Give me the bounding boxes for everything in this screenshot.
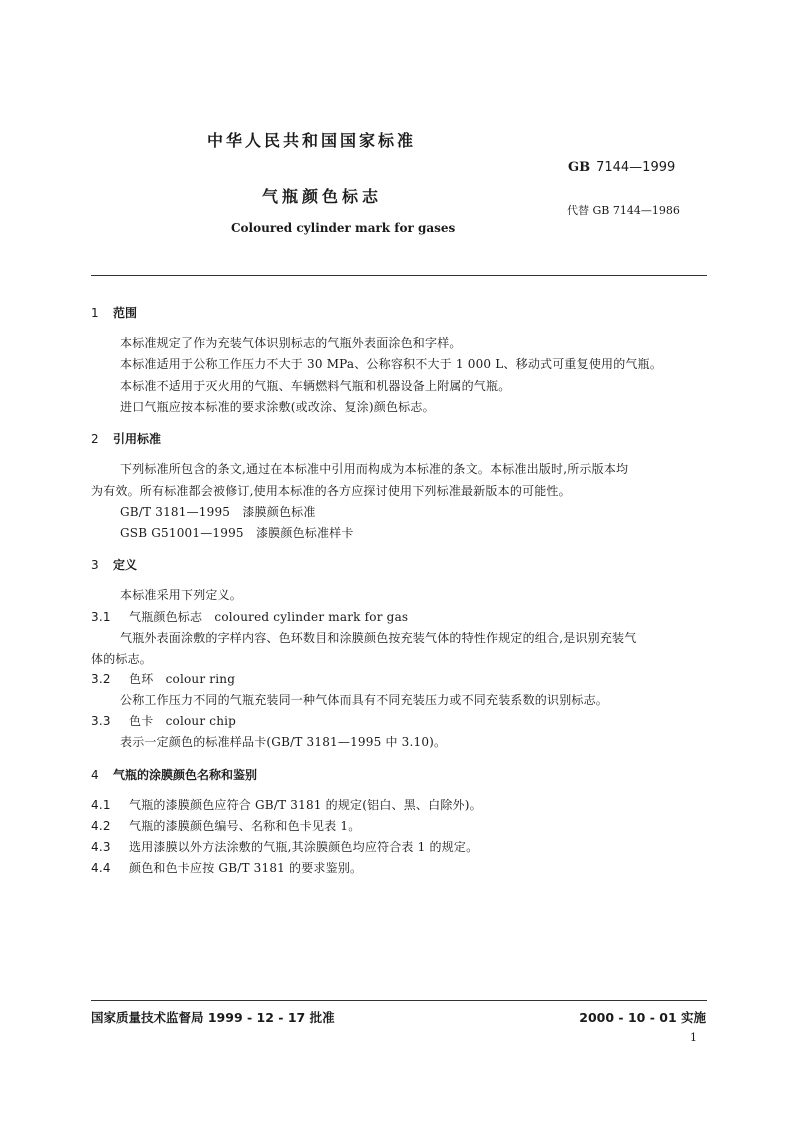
footer-divider (91, 1000, 707, 1001)
clause-text: 气瓶的漆膜颜色编号、名称和色卡见表 1。 (129, 819, 361, 833)
clause-number: 4.2 (91, 819, 111, 833)
paragraph: 本标准不适用于灭火用的气瓶、车辆燃料气瓶和机器设备上附属的气瓶。 (120, 379, 511, 393)
definition-text: 公称工作压力不同的气瓶充装同一种气体而具有不同充装压力或不同充装系数的识别标志。 (120, 693, 609, 707)
section-3-heading (91, 556, 137, 573)
section-4-heading (91, 766, 257, 783)
clause (91, 838, 478, 855)
paragraph: 本标准规定了作为充装气体识别标志的气瓶外表面涂色和字样。 (120, 336, 462, 350)
definition-term (91, 670, 235, 687)
clause-text: 颜色和色卡应按 GB/T 3181 的要求鉴别。 (129, 861, 363, 875)
page-number: 1 (690, 1031, 697, 1044)
section-title: 定义 (113, 558, 138, 572)
clause-number: 3.2 (91, 672, 111, 686)
reference-item: GB/T 3181—1995 漆膜颜色标准 (120, 505, 316, 519)
section-title: 气瓶的涂膜颜色名称和鉴别 (113, 768, 258, 782)
issuing-country-title: 中华人民共和国国家标准 (207, 131, 417, 150)
section-number: 3 (91, 558, 99, 572)
effective-date: 2000 - 10 - 01 实施 (579, 1010, 706, 1025)
standard-code: 7144—1999 (596, 160, 676, 175)
clause-text: 选用漆膜以外方法涂敷的气瓶,其涂膜颜色均应符合表 1 的规定。 (129, 840, 479, 854)
clause-number: 4.3 (91, 840, 111, 854)
definition-text: 表示一定颜色的标准样品卡(GB/T 3181—1995 中 3.10)。 (120, 735, 447, 749)
section-title: 范围 (113, 306, 138, 320)
section-number: 2 (91, 432, 99, 446)
term-text: 色环 colour ring (129, 672, 236, 686)
standard-prefix: GB (568, 160, 591, 175)
clause (91, 796, 482, 813)
header-divider (91, 275, 707, 276)
paragraph: 本标准适用于公称工作压力不大于 30 MPa、公称容积不大于 1 000 L、移动式可重复使用的气瓶。 (120, 357, 663, 371)
clause (91, 817, 360, 834)
reference-item: GSB G51001—1995 漆膜颜色标准样卡 (120, 526, 354, 540)
paragraph: 下列标准所包含的条文,通过在本标准中引用而构成为本标准的条文。本标准出版时,所示版本均 (120, 462, 629, 476)
section-2-heading (91, 430, 161, 447)
definition-text: 体的标志。 (91, 652, 153, 666)
title-chinese: 气瓶颜色标志 (262, 187, 383, 206)
section-number: 1 (91, 306, 99, 320)
paragraph: 为有效。所有标准都会被修订,使用本标准的各方应探讨使用下列标准最新版本的可能性。 (91, 484, 571, 498)
definition-term (91, 608, 408, 625)
standard-number (568, 160, 675, 175)
section-1-heading (91, 304, 137, 321)
section-title: 引用标准 (113, 432, 162, 446)
clause-number: 4.4 (91, 861, 111, 875)
definition-text: 气瓶外表面涂敷的字样内容、色环数目和涂膜颜色按充装气体的特性作规定的组合,是识别充装气 (120, 631, 637, 645)
section-number: 4 (91, 768, 99, 782)
paragraph: 本标准采用下列定义。 (120, 588, 243, 602)
clause-number: 4.1 (91, 798, 111, 812)
term-text: 色卡 colour chip (129, 714, 237, 728)
term-text: 气瓶颜色标志 coloured cylinder mark for gas (129, 610, 409, 624)
clause-text: 气瓶的漆膜颜色应符合 GB/T 3181 的规定(铝白、黑、白除外)。 (129, 798, 482, 812)
paragraph: 进口气瓶应按本标准的要求涂敷(或改涂、复涂)颜色标志。 (120, 400, 435, 414)
title-english: Coloured cylinder mark for gases (231, 221, 456, 235)
clause (91, 859, 362, 876)
clause-number: 3.3 (91, 714, 111, 728)
definition-term (91, 712, 236, 729)
replaces-standard: 代替 GB 7144—1986 (567, 204, 680, 217)
clause-number: 3.1 (91, 610, 111, 624)
approval-date: 国家质量技术监督局 1999 - 12 - 17 批准 (91, 1010, 335, 1025)
